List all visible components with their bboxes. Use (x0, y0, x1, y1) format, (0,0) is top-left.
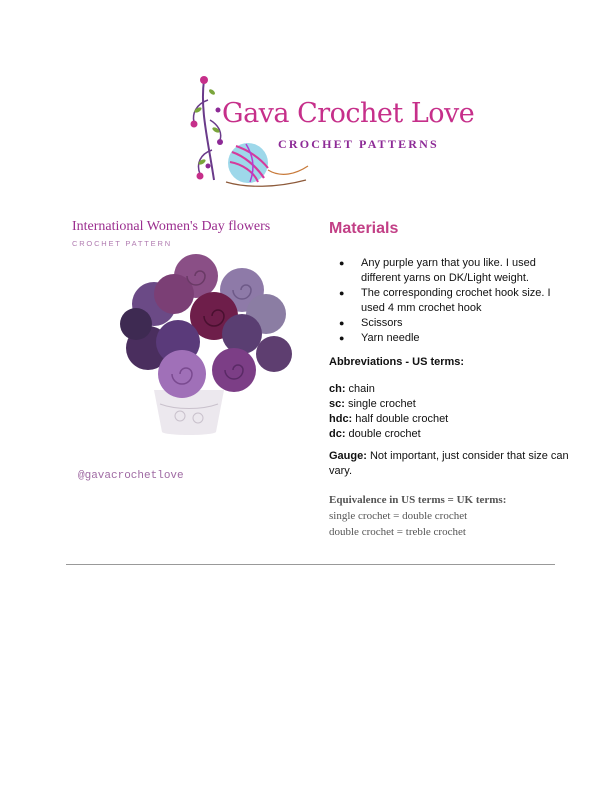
materials-list (333, 256, 563, 346)
crochet-flowers-image (66, 214, 311, 489)
gauge-note (329, 449, 569, 479)
bullet-icon: ● (339, 288, 345, 298)
abbreviations-list (329, 382, 448, 442)
list-item: ● Yarn needle (339, 332, 420, 344)
terms-equivalence (329, 492, 506, 540)
flower-vine-icon (186, 70, 456, 195)
list-item: sc: single crochet (329, 398, 416, 410)
flower-bouquet-photo (66, 214, 311, 489)
equivalence-line: double crochet = treble crochet (329, 526, 466, 538)
brand-logo (186, 70, 456, 195)
equivalence-line: single crochet = double crochet (329, 510, 468, 522)
list-item: ch: chain (329, 383, 375, 395)
materials-heading: Materials (329, 220, 399, 237)
photo-title: International Women's Day flowers (72, 219, 271, 234)
gauge-label: Gauge: (329, 450, 367, 462)
instagram-handle: @gavacrochetlove (78, 470, 184, 482)
photo-subtitle: CROCHET PATTERN (72, 239, 172, 248)
bullet-icon: ● (339, 333, 345, 343)
brand-title: Gava Crochet Love (222, 98, 475, 129)
list-item: ● Any purple yarn that you like. I used different yarns on DK/Light weight. (339, 257, 536, 284)
brand-subtitle: CROCHET PATTERNS (278, 137, 439, 151)
list-item: ● The corresponding crochet hook size. I used 4 mm crochet hook (339, 287, 551, 314)
list-item: ● Scissors (339, 317, 403, 329)
bullet-icon: ● (339, 318, 345, 328)
list-item: hdc: half double crochet (329, 413, 449, 425)
list-item: dc: double crochet (329, 428, 421, 440)
equivalence-title: Equivalence in US terms = UK terms: (329, 494, 507, 506)
horizontal-divider (66, 564, 555, 565)
bullet-icon: ● (339, 258, 345, 268)
abbreviations-heading: Abbreviations - US terms: (329, 356, 465, 368)
gauge-text: Not important, just consider that size can vary. (329, 450, 569, 477)
